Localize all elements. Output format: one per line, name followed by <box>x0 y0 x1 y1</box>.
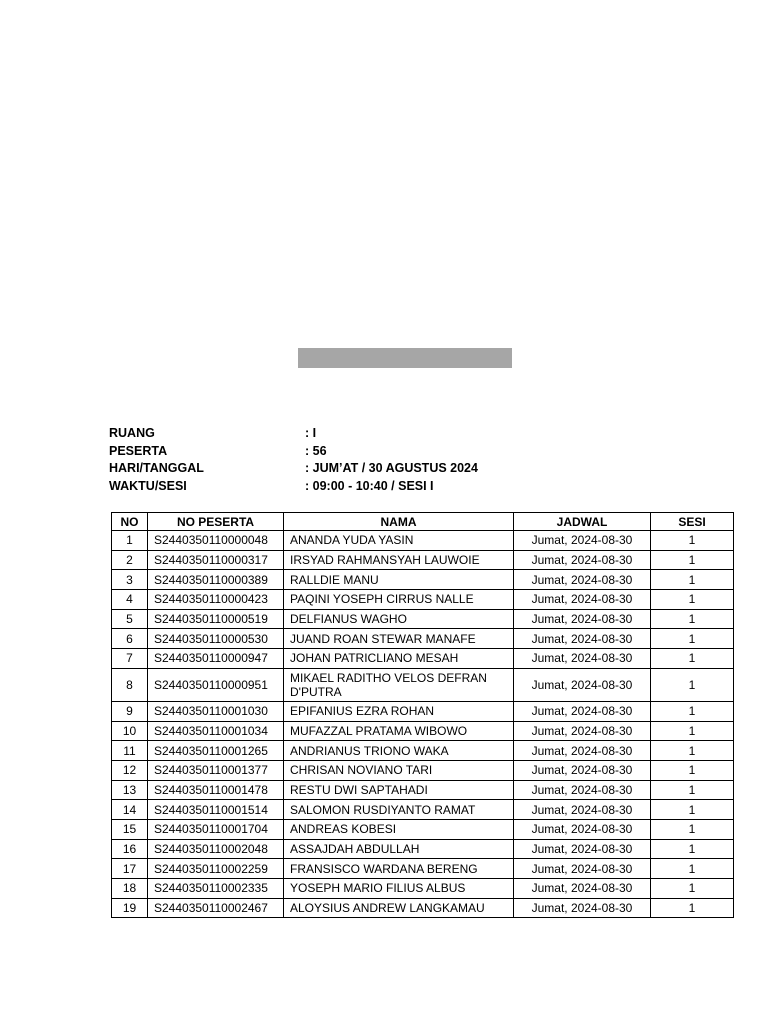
hari-value: : JUM’AT / 30 AGUSTUS 2024 <box>305 461 478 476</box>
cell-jadwal: Jumat, 2024-08-30 <box>514 819 651 839</box>
cell-no: 13 <box>112 780 148 800</box>
table-row <box>112 609 734 629</box>
cell-nama: ANDRIANUS TRIONO WAKA <box>284 741 514 761</box>
cell-nama: DELFIANUS WAGHO <box>284 609 514 629</box>
info-row-ruang <box>109 425 609 443</box>
cell-jadwal: Jumat, 2024-08-30 <box>514 590 651 610</box>
cell-nama: FRANSISCO WARDANA BERENG <box>284 859 514 879</box>
table-row <box>112 741 734 761</box>
cell-no: 18 <box>112 879 148 899</box>
ruang-label: RUANG <box>109 426 155 440</box>
cell-no: 4 <box>112 590 148 610</box>
table-row <box>112 898 734 918</box>
cell-sesi: 1 <box>651 668 734 701</box>
cell-sesi: 1 <box>651 741 734 761</box>
cell-nama: RESTU DWI SAPTAHADI <box>284 780 514 800</box>
cell-jadwal: Jumat, 2024-08-30 <box>514 649 651 669</box>
cell-no: 8 <box>112 668 148 701</box>
cell-jadwal: Jumat, 2024-08-30 <box>514 800 651 820</box>
table-row <box>112 879 734 899</box>
cell-no-peserta: S2440350110001030 <box>148 701 284 721</box>
cell-no: 11 <box>112 741 148 761</box>
cell-no: 9 <box>112 701 148 721</box>
cell-no-peserta: S2440350110001704 <box>148 819 284 839</box>
cell-sesi: 1 <box>651 819 734 839</box>
peserta-label: PESERTA <box>109 443 168 458</box>
cell-no-peserta: S2440350110002048 <box>148 839 284 859</box>
cell-nama: ALOYSIUS ANDREW LANGKAMAU <box>284 898 514 918</box>
cell-jadwal: Jumat, 2024-08-30 <box>514 531 651 551</box>
cell-no: 14 <box>112 800 148 820</box>
cell-no-peserta: S2440350110000389 <box>148 570 284 590</box>
cell-jadwal: Jumat, 2024-08-30 <box>514 879 651 899</box>
cell-nama: IRSYAD RAHMANSYAH LAUWOIE <box>284 550 514 570</box>
cell-jadwal: Jumat, 2024-08-30 <box>514 839 651 859</box>
cell-no: 16 <box>112 839 148 859</box>
waktu-label: WAKTU/SESI <box>109 479 187 494</box>
cell-sesi: 1 <box>651 609 734 629</box>
cell-no-peserta: S2440350110000317 <box>148 550 284 570</box>
cell-jadwal: Jumat, 2024-08-30 <box>514 701 651 721</box>
cell-nama: MIKAEL RADITHO VELOS DEFRAN D'PUTRA <box>284 668 514 701</box>
table-row <box>112 780 734 800</box>
table-row <box>112 800 734 820</box>
table-row <box>112 839 734 859</box>
cell-no: 12 <box>112 760 148 780</box>
cell-no-peserta: S2440350110002259 <box>148 859 284 879</box>
cell-jadwal: Jumat, 2024-08-30 <box>514 780 651 800</box>
cell-sesi: 1 <box>651 590 734 610</box>
participant-table <box>111 512 734 918</box>
cell-jadwal: Jumat, 2024-08-30 <box>514 760 651 780</box>
cell-nama: RALLDIE MANU <box>284 570 514 590</box>
cell-sesi: 1 <box>651 550 734 570</box>
table-row <box>112 819 734 839</box>
cell-no: 1 <box>112 531 148 551</box>
cell-jadwal: Jumat, 2024-08-30 <box>514 570 651 590</box>
cell-nama: ASSAJDAH ABDULLAH <box>284 839 514 859</box>
cell-nama: EPIFANIUS EZRA ROHAN <box>284 701 514 721</box>
info-row-waktu <box>109 478 609 496</box>
cell-no-peserta: S2440350110001514 <box>148 800 284 820</box>
header-jadwal: JADWAL <box>514 513 651 531</box>
session-info <box>109 425 609 496</box>
hari-label: HARI/TANGGAL <box>109 461 204 476</box>
cell-no-peserta: S2440350110000951 <box>148 668 284 701</box>
cell-no-peserta: S2440350110001478 <box>148 780 284 800</box>
cell-nama: ANDREAS KOBESI <box>284 819 514 839</box>
cell-no-peserta: S2440350110001377 <box>148 760 284 780</box>
cell-jadwal: Jumat, 2024-08-30 <box>514 609 651 629</box>
cell-no-peserta: S2440350110000048 <box>148 531 284 551</box>
peserta-value: : 56 <box>305 443 327 458</box>
cell-no: 6 <box>112 629 148 649</box>
cell-sesi: 1 <box>651 879 734 899</box>
cell-no: 10 <box>112 721 148 741</box>
cell-no-peserta: S2440350110001034 <box>148 721 284 741</box>
cell-sesi: 1 <box>651 649 734 669</box>
cell-sesi: 1 <box>651 760 734 780</box>
table-row <box>112 550 734 570</box>
table-row <box>112 721 734 741</box>
cell-nama: SALOMON RUSDIYANTO RAMAT <box>284 800 514 820</box>
cell-sesi: 1 <box>651 629 734 649</box>
cell-sesi: 1 <box>651 780 734 800</box>
table-row <box>112 760 734 780</box>
cell-nama: JOHAN PATRICLIANO MESAH <box>284 649 514 669</box>
cell-nama: YOSEPH MARIO FILIUS ALBUS <box>284 879 514 899</box>
table-row <box>112 668 734 701</box>
cell-no-peserta: S2440350110000947 <box>148 649 284 669</box>
cell-sesi: 1 <box>651 531 734 551</box>
cell-nama: MUFAZZAL PRATAMA WIBOWO <box>284 721 514 741</box>
info-row-hari <box>109 460 609 478</box>
cell-nama: ANANDA YUDA YASIN <box>284 531 514 551</box>
table-row <box>112 629 734 649</box>
table-row <box>112 531 734 551</box>
cell-sesi: 1 <box>651 701 734 721</box>
cell-jadwal: Jumat, 2024-08-30 <box>514 898 651 918</box>
table-row <box>112 570 734 590</box>
cell-no-peserta: S2440350110000519 <box>148 609 284 629</box>
cell-sesi: 1 <box>651 800 734 820</box>
cell-jadwal: Jumat, 2024-08-30 <box>514 741 651 761</box>
cell-sesi: 1 <box>651 839 734 859</box>
cell-no: 17 <box>112 859 148 879</box>
cell-jadwal: Jumat, 2024-08-30 <box>514 668 651 701</box>
waktu-value: : 09:00 - 10:40 / SESI I <box>305 479 434 494</box>
cell-nama: JUAND ROAN STEWAR MANAFE <box>284 629 514 649</box>
cell-no: 15 <box>112 819 148 839</box>
cell-jadwal: Jumat, 2024-08-30 <box>514 721 651 741</box>
table-header-row <box>112 513 734 531</box>
cell-no-peserta: S2440350110002467 <box>148 898 284 918</box>
cell-no: 7 <box>112 649 148 669</box>
table-body <box>112 531 734 918</box>
header-nama: NAMA <box>284 513 514 531</box>
table-row <box>112 701 734 721</box>
header-no-peserta: NO PESERTA <box>148 513 284 531</box>
table-row <box>112 590 734 610</box>
header-sesi: SESI <box>651 513 734 531</box>
cell-nama: PAQINI YOSEPH CIRRUS NALLE <box>284 590 514 610</box>
cell-sesi: 1 <box>651 721 734 741</box>
cell-no-peserta: S2440350110001265 <box>148 741 284 761</box>
cell-sesi: 1 <box>651 570 734 590</box>
cell-no: 5 <box>112 609 148 629</box>
redacted-header-bar <box>298 348 512 368</box>
cell-jadwal: Jumat, 2024-08-30 <box>514 629 651 649</box>
cell-sesi: 1 <box>651 859 734 879</box>
cell-no: 3 <box>112 570 148 590</box>
cell-jadwal: Jumat, 2024-08-30 <box>514 859 651 879</box>
table-row <box>112 649 734 669</box>
cell-sesi: 1 <box>651 898 734 918</box>
ruang-value: : I <box>305 426 317 440</box>
cell-no-peserta: S2440350110000423 <box>148 590 284 610</box>
cell-jadwal: Jumat, 2024-08-30 <box>514 550 651 570</box>
header-no: NO <box>112 513 148 531</box>
info-row-peserta <box>109 443 609 461</box>
cell-no-peserta: S2440350110002335 <box>148 879 284 899</box>
cell-no: 19 <box>112 898 148 918</box>
cell-no-peserta: S2440350110000530 <box>148 629 284 649</box>
cell-no: 2 <box>112 550 148 570</box>
table-row <box>112 859 734 879</box>
cell-nama: CHRISAN NOVIANO TARI <box>284 760 514 780</box>
